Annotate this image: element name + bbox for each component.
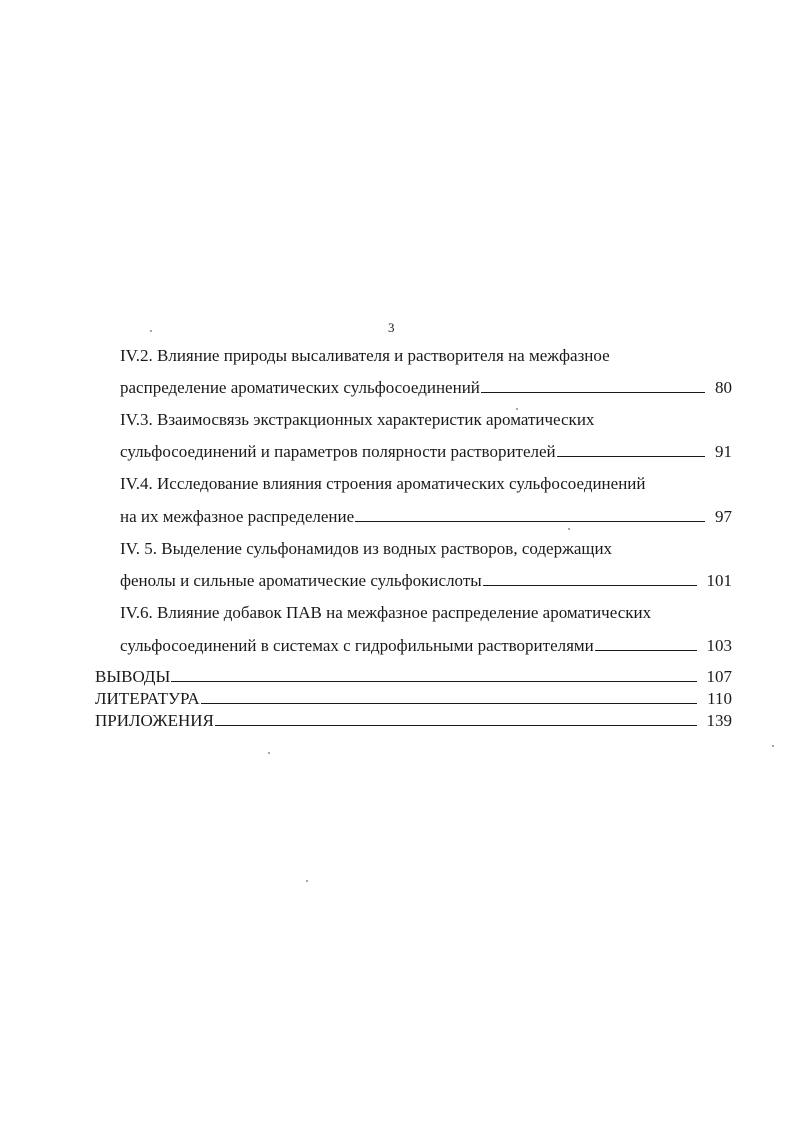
toc-leader-line	[483, 571, 697, 586]
toc-leader-line	[481, 378, 705, 393]
toc-entry-literature-page: 110	[707, 689, 732, 708]
toc-entry-literature-label: ЛИТЕРАТУРА	[95, 689, 200, 708]
toc-entry-4-4-text: на их межфазное распределение	[120, 507, 355, 526]
toc-leader-line	[595, 636, 697, 651]
page-number: 3	[388, 320, 395, 335]
scan-speck	[516, 408, 518, 410]
toc-entry-4-6-text: сульфосоединений в системах с гидрофильными растворителями	[120, 636, 594, 655]
toc-leader-line	[215, 711, 697, 726]
toc-leader-line	[171, 667, 696, 682]
toc-entry-4-4-page: 97	[715, 507, 732, 526]
toc-leader-line	[355, 507, 705, 522]
toc-entry-conclusions	[95, 667, 732, 687]
toc-entry-4-5-text: фенолы и сильные ароматические сульфокислоты	[120, 571, 482, 590]
scan-speck	[772, 745, 774, 747]
toc-entry-4-3-continuation	[120, 442, 732, 462]
toc-entry-4-2-page: 80	[715, 378, 732, 397]
toc-entry-4-4-continuation	[120, 507, 732, 527]
toc-entry-4-2-continuation	[120, 378, 732, 398]
scan-speck	[150, 330, 152, 332]
toc-entry-4-6-page: 103	[706, 636, 732, 655]
toc-leader-line	[557, 442, 705, 457]
toc-entry-4-5-page: 101	[706, 571, 732, 590]
toc-entry-conclusions-page: 107	[706, 667, 732, 686]
toc-entry-conclusions-label: ВЫВОДЫ	[95, 667, 171, 686]
toc-entry-4-3-page: 91	[715, 442, 732, 461]
scan-speck	[568, 528, 570, 530]
scan-speck	[268, 752, 270, 754]
toc-entry-4-3-text: сульфосоединений и параметров полярности растворителей	[120, 442, 556, 461]
toc-entry-literature	[95, 689, 732, 709]
toc-leader-line	[201, 689, 698, 704]
toc-entry-appendices-label: ПРИЛОЖЕНИЯ	[95, 711, 214, 730]
toc-entry-appendices	[95, 711, 732, 731]
toc-entry-appendices-page: 139	[706, 711, 732, 730]
toc-entry-4-6-continuation	[120, 636, 732, 656]
toc-entry-4-5-title: IV. 5. Выделение сульфонамидов из водных растворов, содержащих	[120, 539, 613, 558]
toc-entry-4-5-continuation	[120, 571, 732, 591]
toc-entry-4-6-title: IV.6. Влияние добавок ПАВ на межфазное распределение ароматических	[120, 603, 652, 622]
toc-entry-4-3-title: IV.3. Взаимосвязь экстракционных характеристик ароматических	[120, 410, 595, 429]
scan-speck	[306, 880, 308, 882]
toc-entry-4-4-title: IV.4. Исследование влияния строения ароматических сульфосоединений	[120, 474, 646, 493]
toc-entry-4-2-text: распределение ароматических сульфосоединений	[120, 378, 480, 397]
toc-entry-4-2-title: IV.2. Влияние природы высаливателя и растворителя на межфазное	[120, 346, 610, 365]
